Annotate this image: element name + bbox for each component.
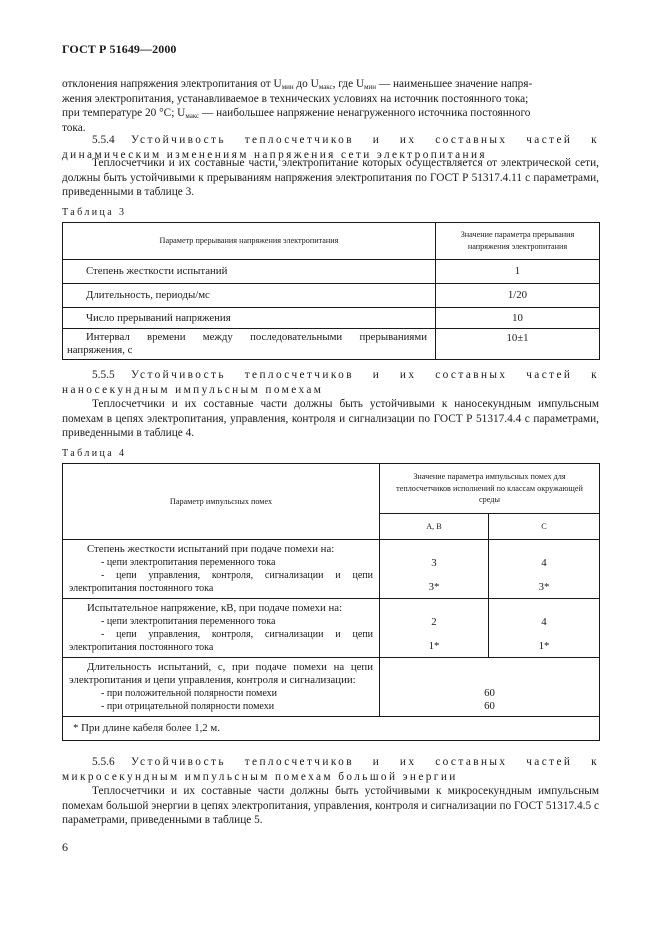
table-3-head-param: Параметр прерывания напряжения электропитания xyxy=(63,223,436,260)
table-3-value-3: 10 xyxy=(436,308,600,329)
intro-paragraph xyxy=(62,77,599,135)
table-4-row-2-c: 4 1* xyxy=(489,599,600,658)
table-row xyxy=(63,658,600,717)
table-3-value-1: 1 xyxy=(436,260,600,284)
table-3-param-2: Длительность, периоды/мс xyxy=(63,284,436,308)
table-4-col-c: C xyxy=(489,514,600,540)
table-row xyxy=(63,540,600,599)
table-row xyxy=(63,284,600,308)
table-4 xyxy=(62,463,600,741)
table-4-footnote: * При длине кабеля более 1,2 м. xyxy=(63,717,600,741)
table-4-row-3-values: 60 60 xyxy=(380,658,600,717)
table-4-row-1-param: Степень жесткости испытаний при подаче помехи на: - цепи электропитания переменного тока - цепи управления, контроля, сигнализации и цепи электропитания постоянного тока xyxy=(63,540,380,599)
section-555-body: Теплосчетчики и их составные части должны быть устойчивыми к наносекундным импульсным помехам в цепях электропитания, управления, контроля и сигнализации по ГОСТ Р 51317.4.4 с параметрами, приведенными в таблице 4. xyxy=(62,398,599,440)
table-row xyxy=(63,329,600,360)
table-3-param-1: Степень жесткости испытаний xyxy=(63,260,436,284)
table-4-row-2-param: Испытательное напряжение, кВ, при подаче помехи на: - цепи электропитания переменного тока - цепи управления, контроля, сигнализации и цепи электропитания постоянного тока xyxy=(63,599,380,658)
table-3-param-3: Число прерываний напряжения xyxy=(63,308,436,329)
section-556-body: Теплосчетчики и их составные части должны быть устойчивыми к микросекундным импульсным помехам большой энергии в цепях электропитания, управления, контроля и сигнализации по ГОСТ 51317.4.5 с параметрами, приведенными в таблице 5. xyxy=(62,785,599,827)
table-4-caption: Таблица 4 xyxy=(62,448,127,459)
intro-line-1: отклонения напряжения электропитания от $U_{мин}$ до $U_{макс}$, где $U_{мин}$ — наименьшее значение напря- xyxy=(62,78,533,91)
standard-header: ГОСТ Р 51649—2000 xyxy=(62,42,177,56)
table-4-row-2-ab: 2 1* xyxy=(380,599,489,658)
page-number: 6 xyxy=(62,840,68,854)
table-3-value-2: 1/20 xyxy=(436,284,600,308)
table-4-row-3-param: Длительность испытаний, с, при подаче помехи на цепи электропитания и цепи управления, контроля и сигнализации: - при положительной полярности помехи - при отрицательной полярности помехи xyxy=(63,658,380,717)
table-3-header-row xyxy=(63,223,600,260)
section-556-heading: 5.5.6 Устойчивость теплосчетчиков и их составных частей к микросекундным импульсным помехам большой энергии xyxy=(62,756,599,783)
intro-line-3: при температуре 20 °С; $U_{макс}$ — наибольшее напряжение ненагруженного источника постоянного xyxy=(62,107,531,121)
table-row xyxy=(63,599,600,658)
intro-line-4: тока. xyxy=(62,121,86,134)
table-3-param-4: Интервал времени между последовательными прерываниями напряжения, с xyxy=(63,329,436,360)
table-3-caption: Таблица 3 xyxy=(62,207,127,218)
table-row xyxy=(63,308,600,329)
table-4-row-1-ab: 3 3* xyxy=(380,540,489,599)
table-3 xyxy=(62,222,600,360)
table-3-head-value: Значение параметра прерывания напряжения электропитания xyxy=(436,223,600,260)
section-554-heading: 5.5.4 Устойчивость теплосчетчиков и их составных частей к динамическим изменениям напряжения сети электропитания xyxy=(62,134,599,161)
intro-line-2: жения электропитания, устанавливаемое в технических условиях на источник постоянного тока; xyxy=(62,92,529,105)
table-4-header-row xyxy=(63,464,600,514)
table-4-head-param: Параметр импульсных помех xyxy=(63,464,380,540)
table-row xyxy=(63,260,600,284)
section-554-body: Теплосчетчики и их составные части, электропитание которых осуществляется от электрической сети, должны быть устойчивыми к прерываниям напряжения электропитания по ГОСТ Р 51317.4.11 с параметрами, приведенными в таблице 3. xyxy=(62,157,599,199)
table-4-row-1-c: 4 3* xyxy=(489,540,600,599)
table-4-col-ab: A, B xyxy=(380,514,489,540)
table-4-footnote-row xyxy=(63,717,600,741)
table-4-head-value: Значение параметра импульсных помех для теплосчетчиков исполнений по классам окружающей среды xyxy=(380,464,600,514)
section-555-heading: 5.5.5 Устойчивость теплосчетчиков и их составных частей к наносекундным импульсным помехам xyxy=(62,369,599,396)
table-3-value-4: 10±1 xyxy=(436,329,600,360)
